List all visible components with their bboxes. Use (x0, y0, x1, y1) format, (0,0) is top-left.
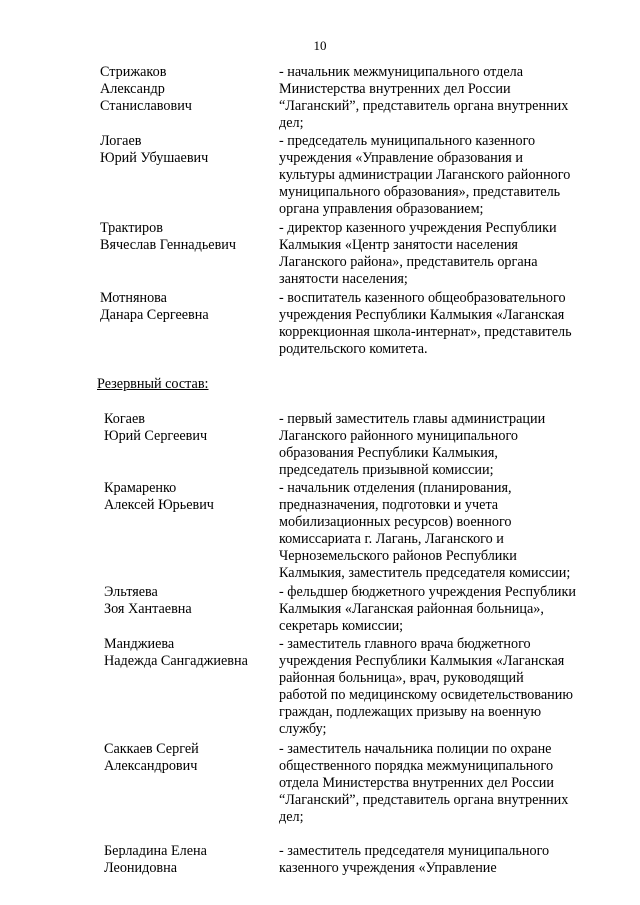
member-name: Манджиева Надежда Сангаджиевна (104, 636, 248, 669)
member-name: Крамаренко Алексей Юрьевич (104, 480, 214, 513)
member-name: Саккаев Сергей Александрович (104, 741, 199, 774)
member-role: - первый заместитель главы администрации Лаганского районного муниципального образования Республики Калмыкия, председатель призывной комиссии; (279, 411, 546, 478)
member-name: Когаев Юрий Сергеевич (104, 411, 208, 444)
member-role: - председатель муниципального казенного учреждения «Управление образования и культуры администрации Лаганского районного муниципального образования», представитель органа управления образованием; (279, 133, 571, 217)
member-name: Мотнянова Данара Сергеевна (100, 290, 209, 323)
page-number: 10 (313, 38, 327, 53)
member-role: - воспитатель казенного общеобразовательного учреждения Республики Калмыкия «Лаганская коррекционная школа-интернат», представитель родительского комитета. (279, 290, 572, 357)
member-role: - заместитель председателя муниципального казенного учреждения «Управление (279, 843, 550, 876)
member-name: Берладина Елена Леонидовна (104, 843, 207, 876)
member-role: - заместитель главного врача бюджетного учреждения Республики Калмыкия «Лаганская районная больница», врач, руководящий работой по медицинскому освидетельствованию граждан, подлежащих призыву на военную службу; (279, 636, 573, 737)
member-name: Логаев Юрий Убушаевич (100, 133, 209, 166)
member-role: - начальник межмуниципального отдела Министерства внутренних дел России “Лаганский”, представитель органа внутренних дел; (279, 64, 569, 131)
member-role: - фельдшер бюджетного учреждения Республики Калмыкия «Лаганская районная больница», секретарь комиссии; (279, 584, 576, 634)
member-name: Эльтяева Зоя Хантаевна (104, 584, 192, 617)
member-role: - директор казенного учреждения Республики Калмыкия «Центр занятости населения Лаганского района», представитель органа занятости населения; (279, 220, 557, 287)
member-name: Трактиров Вячеслав Геннадьевич (100, 220, 237, 253)
member-role: - заместитель начальника полиции по охране общественного порядка межмуниципального отдела Министерства внутренних дел России “Лаганский”, представитель органа внутренних дел; (279, 741, 569, 825)
member-name: Стрижаков Александр Станиславович (100, 64, 192, 114)
reserve-heading: Резервный состав: (97, 376, 209, 392)
member-role: - начальник отделения (планирования, предназначения, подготовки и учета мобилизационных ресурсов) военного комиссариата г. Лагань, Лаганского и Черноземельского районов Республики Калмыкия, заместитель председателя комиссии; (279, 480, 571, 581)
